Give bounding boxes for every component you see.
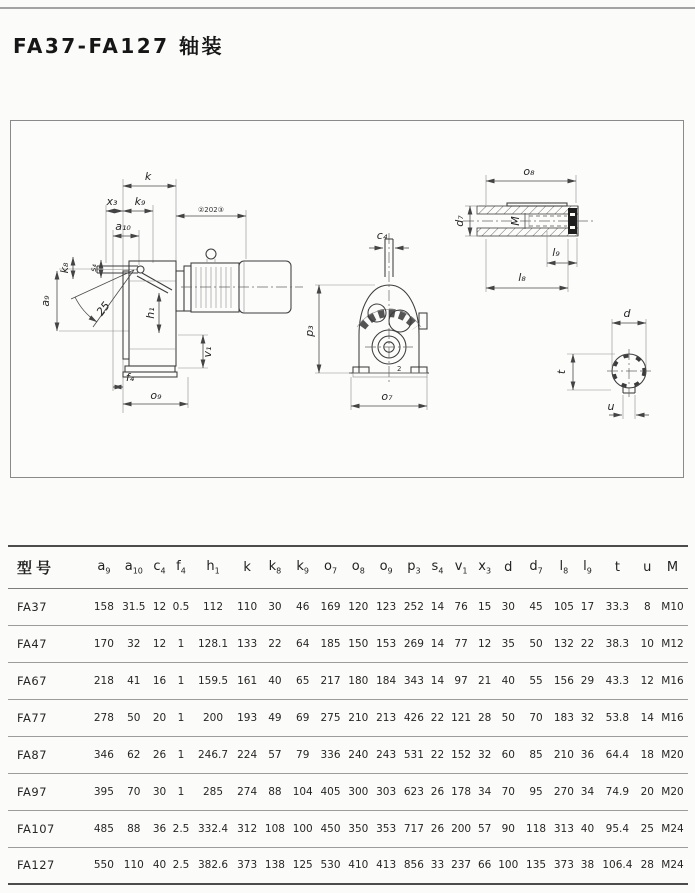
- value-cell: 217: [320, 674, 341, 687]
- value-cell: 14: [640, 711, 654, 724]
- value-cell: 49: [268, 711, 282, 724]
- dim-label-x3: x₃: [106, 195, 118, 208]
- value-cell: 178: [451, 785, 472, 798]
- side-view-drawing: [39, 170, 303, 413]
- value-cell: 275: [320, 711, 341, 724]
- value-cell: 224: [237, 748, 258, 761]
- value-cell: 252: [403, 600, 424, 613]
- value-cell: 152: [451, 748, 472, 761]
- value-cell: 531: [403, 748, 424, 761]
- value-cell: 57: [268, 748, 282, 761]
- value-cell: 76: [454, 600, 468, 613]
- value-cell: 77: [454, 637, 468, 650]
- header-row: [8, 546, 688, 588]
- value-cell: 184: [376, 674, 397, 687]
- value-cell: 346: [93, 748, 114, 761]
- value-cell: 79: [296, 748, 310, 761]
- value-cell: 1: [177, 674, 185, 687]
- value-cell: 185: [320, 637, 341, 650]
- value-cell: M24: [661, 859, 684, 872]
- dimension-table-header: [8, 546, 688, 588]
- col-header: $o_9$: [379, 558, 393, 576]
- value-cell: 62: [127, 748, 141, 761]
- value-cell: 69: [296, 711, 310, 724]
- value-cell: 278: [93, 711, 114, 724]
- value-cell: 74.9: [605, 785, 630, 798]
- value-cell: 200: [451, 822, 472, 835]
- value-cell: 40: [580, 822, 595, 835]
- value-cell: 46: [296, 600, 310, 613]
- dim-label-k: k: [144, 170, 152, 183]
- value-cell: 382.6: [197, 859, 229, 872]
- model-cell: FA127: [17, 858, 55, 873]
- dim-label-d7: d₇: [453, 215, 466, 227]
- dimension-table: [8, 545, 688, 885]
- value-cell: 246.7: [197, 748, 229, 761]
- dim-label-motor-note: ②202③: [198, 206, 224, 214]
- value-cell: 200: [202, 711, 224, 724]
- value-cell: 218: [93, 674, 114, 687]
- value-cell: 21: [477, 674, 492, 687]
- page-title: FA37-FA127 轴装: [13, 34, 225, 58]
- value-cell: 485: [93, 822, 114, 835]
- value-cell: M20: [661, 748, 684, 761]
- front-view-drawing: [303, 229, 429, 410]
- col-header: $k_8$: [268, 558, 282, 576]
- dim-label-k8: k₈: [58, 262, 71, 274]
- col-header: $o_8$: [351, 558, 365, 576]
- value-cell: 36: [152, 822, 167, 835]
- value-cell: 20: [152, 711, 167, 724]
- value-cell: 104: [292, 785, 313, 798]
- value-cell: 373: [237, 859, 258, 872]
- value-cell: 332.4: [197, 822, 229, 835]
- value-cell: 60: [501, 748, 515, 761]
- value-cell: 22: [430, 748, 445, 761]
- value-cell: 25: [640, 822, 654, 835]
- value-cell: 12: [477, 637, 492, 650]
- value-cell: 70: [127, 785, 141, 798]
- col-header: $v_1$: [454, 558, 468, 576]
- dim-label-t: t: [555, 369, 568, 375]
- value-cell: 34: [580, 785, 595, 798]
- value-cell: 18: [640, 748, 654, 761]
- table-row: [8, 773, 688, 810]
- col-header: 型号: [17, 558, 56, 577]
- value-cell: 22: [268, 637, 282, 650]
- dim-label-s4: s₄: [89, 264, 98, 272]
- value-cell: 105: [553, 600, 574, 613]
- value-cell: 237: [451, 859, 472, 872]
- model-cell: FA37: [17, 599, 48, 614]
- value-cell: 123: [376, 600, 397, 613]
- value-cell: 29: [580, 674, 595, 687]
- model-cell: FA67: [17, 673, 48, 688]
- col-header: t: [614, 559, 620, 575]
- value-cell: 1: [177, 748, 185, 761]
- value-cell: 213: [376, 711, 397, 724]
- value-cell: 64.4: [605, 748, 630, 761]
- value-cell: 303: [376, 785, 397, 798]
- value-cell: 856: [403, 859, 424, 872]
- value-cell: 193: [237, 711, 258, 724]
- value-cell: 10: [640, 637, 654, 650]
- dim-label-u: u: [607, 400, 615, 413]
- dim-label-angle: 25: [93, 299, 113, 319]
- table-row: [8, 810, 688, 847]
- value-cell: 161: [237, 674, 258, 687]
- value-cell: 125: [292, 859, 313, 872]
- value-cell: 169: [320, 600, 341, 613]
- value-cell: 38.3: [605, 637, 630, 650]
- value-cell: 36: [580, 748, 595, 761]
- dim-label-m: M: [509, 216, 522, 226]
- value-cell: 156: [553, 674, 574, 687]
- technical-drawing: [11, 121, 683, 477]
- dim-label-d: d: [623, 307, 631, 320]
- value-cell: 26: [152, 748, 167, 761]
- table-row: [8, 847, 688, 884]
- value-cell: 15: [477, 600, 492, 613]
- col-header: d: [504, 559, 513, 575]
- col-header: $d_7$: [529, 558, 543, 576]
- value-cell: 133: [237, 637, 258, 650]
- value-cell: 57: [477, 822, 492, 835]
- value-cell: 108: [264, 822, 285, 835]
- model-cell: FA47: [17, 636, 48, 651]
- dim-label-h1: h₁: [144, 307, 157, 319]
- value-cell: 180: [348, 674, 369, 687]
- value-cell: 22: [580, 637, 595, 650]
- col-header: $o_7$: [323, 558, 338, 576]
- value-cell: 2.5: [172, 822, 190, 835]
- table-row: [8, 699, 688, 736]
- value-cell: 1: [177, 637, 185, 650]
- value-cell: 53.8: [605, 711, 630, 724]
- col-header: u: [643, 559, 652, 575]
- dim-label-f4: f₄: [125, 371, 135, 384]
- value-cell: 410: [348, 859, 369, 872]
- value-cell: 40: [152, 859, 167, 872]
- value-cell: 28: [477, 711, 492, 724]
- value-cell: 112: [202, 600, 224, 613]
- dim-label-a10: a₁₀: [115, 220, 131, 233]
- value-cell: 623: [403, 785, 424, 798]
- value-cell: 32: [580, 711, 595, 724]
- value-cell: 32: [127, 637, 141, 650]
- value-cell: 20: [640, 785, 654, 798]
- value-cell: 100: [292, 822, 313, 835]
- dim-label-o8: o₈: [523, 165, 535, 178]
- value-cell: 66: [477, 859, 492, 872]
- model-cell: FA107: [17, 821, 55, 836]
- value-cell: 38: [580, 859, 595, 872]
- value-cell: 0.5: [172, 600, 190, 613]
- value-cell: 2.5: [172, 859, 190, 872]
- value-cell: 158: [93, 600, 114, 613]
- value-cell: 270: [553, 785, 574, 798]
- value-cell: 1: [177, 785, 185, 798]
- dim-label-c4: c₄: [376, 229, 388, 242]
- value-cell: 70: [529, 711, 543, 724]
- model-cell: FA97: [17, 784, 48, 799]
- value-cell: 530: [320, 859, 341, 872]
- value-cell: 43.3: [605, 674, 630, 687]
- value-cell: 132: [553, 637, 574, 650]
- value-cell: 26: [430, 822, 445, 835]
- value-cell: 128.1: [197, 637, 229, 650]
- value-cell: 97: [454, 674, 468, 687]
- bore-section-drawing: [555, 307, 651, 419]
- value-cell: 95.4: [605, 822, 630, 835]
- value-cell: 336: [320, 748, 341, 761]
- value-cell: 350: [348, 822, 369, 835]
- value-cell: 170: [93, 637, 114, 650]
- value-cell: 269: [403, 637, 424, 650]
- value-cell: 88: [127, 822, 141, 835]
- value-cell: M16: [661, 674, 684, 687]
- value-cell: 85: [529, 748, 543, 761]
- value-cell: 16: [152, 674, 167, 687]
- col-header: M: [666, 559, 679, 575]
- table-row: [8, 625, 688, 662]
- value-cell: 12: [640, 674, 654, 687]
- value-cell: 45: [529, 600, 543, 613]
- model-cell: FA87: [17, 747, 48, 762]
- value-cell: 153: [376, 637, 397, 650]
- value-cell: 12: [152, 600, 167, 613]
- value-cell: 28: [640, 859, 654, 872]
- value-cell: 312: [237, 822, 258, 835]
- model-cell: FA77: [17, 710, 48, 725]
- value-cell: 12: [152, 637, 167, 650]
- value-cell: 450: [320, 822, 341, 835]
- dim-label-v1: v₁: [201, 346, 214, 358]
- value-cell: 14: [430, 600, 445, 613]
- col-header: $a_{10}$: [124, 558, 143, 576]
- dim-label-p3: p₃: [303, 325, 316, 337]
- value-cell: 395: [93, 785, 114, 798]
- value-cell: 40: [268, 674, 282, 687]
- value-cell: 30: [501, 600, 515, 613]
- col-header: $l_9$: [583, 558, 592, 576]
- value-cell: 243: [376, 748, 397, 761]
- value-cell: 210: [348, 711, 369, 724]
- table-row: [8, 588, 688, 625]
- value-cell: 285: [202, 785, 224, 798]
- dimension-table-body: [8, 588, 688, 884]
- value-cell: 353: [376, 822, 397, 835]
- value-cell: 550: [93, 859, 114, 872]
- dim-label-k9: k₉: [134, 195, 146, 208]
- value-cell: 120: [348, 600, 369, 613]
- value-cell: 26: [430, 785, 445, 798]
- value-cell: 14: [430, 674, 445, 687]
- value-cell: 121: [451, 711, 472, 724]
- value-cell: M12: [661, 637, 684, 650]
- value-cell: 64: [296, 637, 310, 650]
- value-cell: M10: [661, 600, 684, 613]
- shaft-section-drawing: [453, 165, 593, 292]
- value-cell: 65: [296, 674, 310, 687]
- value-cell: 313: [553, 822, 574, 835]
- value-cell: 17: [580, 600, 595, 613]
- col-header: $s_4$: [431, 558, 444, 576]
- dim-label-l9: l₉: [552, 246, 560, 259]
- value-cell: 22: [430, 711, 445, 724]
- value-cell: 95: [529, 785, 543, 798]
- value-cell: 100: [498, 859, 519, 872]
- value-cell: 150: [348, 637, 369, 650]
- value-cell: 50: [127, 711, 141, 724]
- drawing-panel: [10, 120, 684, 478]
- value-cell: 50: [529, 637, 543, 650]
- value-cell: 138: [264, 859, 285, 872]
- ref-label-2: 2: [397, 365, 402, 373]
- value-cell: 426: [403, 711, 424, 724]
- value-cell: 1: [177, 711, 185, 724]
- col-header: $x_3$: [478, 558, 492, 576]
- value-cell: 717: [403, 822, 424, 835]
- value-cell: 70: [501, 785, 515, 798]
- value-cell: 405: [320, 785, 341, 798]
- value-cell: 210: [553, 748, 574, 761]
- value-cell: 33.3: [605, 600, 630, 613]
- value-cell: 30: [268, 600, 282, 613]
- value-cell: 135: [526, 859, 547, 872]
- value-cell: 41: [127, 674, 141, 687]
- value-cell: 118: [526, 822, 547, 835]
- col-header: $h_1$: [206, 558, 220, 576]
- value-cell: 413: [376, 859, 397, 872]
- value-cell: 183: [553, 711, 574, 724]
- value-cell: 274: [237, 785, 258, 798]
- value-cell: M16: [661, 711, 684, 724]
- value-cell: 30: [152, 785, 167, 798]
- value-cell: 88: [268, 785, 282, 798]
- value-cell: 106.4: [602, 859, 633, 872]
- value-cell: 14: [430, 637, 445, 650]
- value-cell: M24: [661, 822, 684, 835]
- value-cell: 33: [430, 859, 445, 872]
- value-cell: 240: [348, 748, 369, 761]
- top-rule: [0, 7, 695, 9]
- col-header: $a_9$: [97, 558, 111, 576]
- value-cell: 90: [501, 822, 515, 835]
- value-cell: 343: [403, 674, 424, 687]
- value-cell: 32: [477, 748, 492, 761]
- dim-label-o9: o₉: [150, 389, 162, 402]
- table-row: [8, 662, 688, 699]
- value-cell: 159.5: [197, 674, 229, 687]
- value-cell: 110: [123, 859, 144, 872]
- dim-label-l8: l₈: [518, 271, 526, 284]
- value-cell: 34: [477, 785, 492, 798]
- col-header: $l_8$: [559, 558, 569, 576]
- dim-label-o7: o₇: [381, 390, 393, 403]
- dim-label-a9: a₉: [39, 295, 52, 307]
- col-header: k: [243, 559, 251, 575]
- value-cell: 110: [237, 600, 258, 613]
- col-header: $c_4$: [153, 558, 166, 576]
- value-cell: 55: [529, 674, 543, 687]
- value-cell: 373: [553, 859, 574, 872]
- table-row: [8, 736, 688, 773]
- value-cell: 300: [348, 785, 369, 798]
- col-header: $k_9$: [296, 558, 310, 576]
- col-header: $f_4$: [176, 558, 186, 576]
- col-header: $p_3$: [407, 558, 421, 576]
- value-cell: M20: [661, 785, 684, 798]
- value-cell: 35: [501, 637, 515, 650]
- value-cell: 31.5: [122, 600, 146, 613]
- value-cell: 40: [501, 674, 515, 687]
- value-cell: 50: [501, 711, 515, 724]
- value-cell: 8: [643, 600, 651, 613]
